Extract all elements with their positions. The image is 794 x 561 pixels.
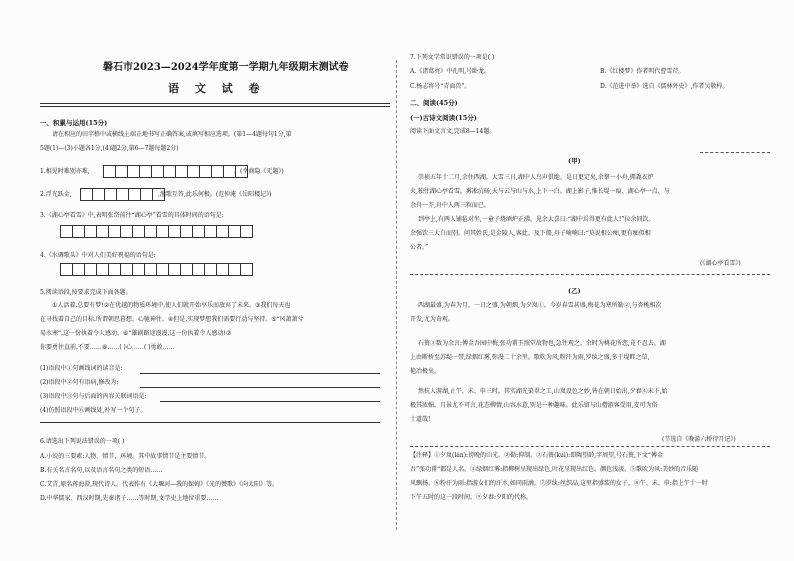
question-1-source: 。(李商隐《无题》) (234, 168, 284, 175)
question-4-label: 4.《水调歌头》中对人们美好祝福的语句是: (40, 252, 156, 259)
option: A.《诸葛亮》中孔明,号卧龙。 (410, 68, 491, 75)
passage-a-line: 崇祯五年十二月,余住西湖。大雪三日,湖中人鸟声俱绝。是日更定矣,余拏一小舟,拥毳衣炉 (418, 174, 654, 181)
notes-line: 下午五时的这一段时间。⑨夕舂:夕阳的代称。 (410, 494, 533, 501)
instructions-line: 5题(1)—(3)小题各1分,(4)题2分,第6—7题每题2分) (40, 145, 179, 152)
exam-title: 磐石市2023—2024学年度第一学期九年级期末测试卷 (103, 62, 349, 73)
passage-a-line: 余舟一芥,舟中人两三粒而已。 (410, 202, 490, 209)
subsection-heading: (一)古诗文阅读(15分) (410, 114, 477, 122)
notes-line: 吾”张功甫“都是人名。④绿烟红雾:指柳树呈现出绿色,叶花呈现出红色。颜色浅淡。⑤歌吹为风:美妙的音乐随 (410, 466, 699, 473)
passage-a-line: 公者。” (410, 244, 429, 251)
question-5-label: 5.阅读语段,按要求完成下面各题。 (40, 289, 132, 296)
passage-line: 在寻找着自己的目标,所谓朝思暮想、心驰神往。④但是,实现梦想我们需要行动与坚持。⑤“风萧萧兮 (40, 316, 304, 323)
question-3-label: 3.《湖心亭看雪》中,表明张岱前往“湖心亭”看雪的具体时间的语句是: (40, 212, 224, 219)
answer-grid[interactable] (60, 263, 252, 276)
notes-line: 【注释】①夕岚(lán):傍晚的山光。②勒:抑制。③石篑(kuì):即陶望龄,字周望,号石篑,下文“傅金 (410, 452, 663, 459)
answer-line (700, 152, 770, 153)
passage-a-line: 余强饮三大白而别。问其姓氏,是金陵人,客此。及下船,舟子喃喃曰:“莫说相公痴,更有痴似相 (410, 230, 651, 237)
passage-line: 易水寒”,这一份执着令人感动。⑥“雄剧路途漫漫,这一份执着令人感动!⑦ (40, 330, 232, 337)
answer-line[interactable] (140, 373, 380, 374)
notes-line: 风飘扬。⑥粉汗为雨:指游女们的汗水,如同雨滴。⑦罗纨:丝织品,这里指盛装的女子。⑧午、未、申:指上午十一时 (410, 480, 708, 487)
option: B.《红楼梦》作者明代曹雪芹。 (600, 68, 685, 75)
right-column (400, 0, 794, 561)
option: D.《范进中举》选自《儒林外史》,作者吴敬梓。 (600, 83, 729, 90)
answer-grid[interactable] (103, 165, 247, 178)
passage-b-line: 上由断桥至苏堤一带,绿烟红雾,弥漫二十余里。歌吹为风,粉汗为雨,罗纨之盛,多于堤畔之草, (410, 354, 650, 361)
question-6-label: 6.请选出下列说法错误的一项( ) (40, 438, 125, 445)
passage-b-line: 极其浓媚。月景尤不可言,花态柳情,山容水意,别是一种趣味。此乐留与山僧游客受用,安可为俗 (410, 402, 658, 409)
passage-b-source: (节选自《晚游六桥待月记》) (662, 436, 736, 443)
passage-b-line: 开发,尤为奇观。 (410, 316, 454, 323)
answer-line[interactable] (160, 401, 380, 402)
divider (40, 106, 390, 107)
subquestion: (4)仿照语段中⑥画线处,补写一个句子。 (40, 407, 147, 414)
fold-line (396, 60, 397, 530)
passage-b-heading: (乙) (568, 287, 581, 295)
question-2-source: ,渔歌互答,此乐何极。(范仲淹《岳阳楼记》) (158, 191, 272, 198)
question-7-label: 7.下列文学常识错误的一项是( ) (410, 54, 495, 61)
subquestion: (3)语段中③句与后面的内容关联词语是: (40, 393, 147, 400)
passage-a-source: (《湖心亭看雪》) (700, 260, 741, 267)
option: B.有关名言名句,以及语言名句之类的短语…… (40, 467, 163, 474)
answer-grid[interactable] (80, 188, 164, 201)
left-column (0, 0, 392, 561)
exam-subtitle: 语 文 试 卷 (168, 82, 266, 95)
subquestion: (1)语段中①句画线词的读音是: (40, 365, 123, 372)
question-2-label: 2.浮光跃金, (40, 191, 72, 198)
passage-b-line: 西湖最盛,为春为月。一日之盛,为朝烟,为夕岚①。今岁春雪甚盛,梅花为寒所勒②,与杏桃相次 (418, 302, 662, 309)
passage-b-line: 艳冶极矣。 (410, 368, 441, 375)
option: A.小说的三要素:人物、情节、环境。其中故事情节是主要情节。 (40, 453, 211, 460)
section-heading: 一、积累与运用(15分) (40, 119, 108, 127)
answer-line[interactable] (40, 422, 380, 423)
instructions-line: 请在相应的田字格中或横线上端正地书写正确答案,或填写相应选项。(第1—4题每句1分,第 (52, 131, 292, 138)
option: D.中华儒家、西汉时期,先秦诸子……等时期,文学史上地位重要…… (40, 495, 219, 502)
passage-a-heading: (甲) (568, 157, 581, 165)
section-heading: 二、阅读(45分) (410, 99, 458, 107)
passage-b-line: 士道哉! (410, 416, 431, 423)
divider (40, 103, 390, 104)
spacer (400, 137, 770, 153)
passage-line: 你要勇往直前,不要……⑧……( )心……( )勇敢…… (40, 344, 175, 351)
passage-b-line: 然杭人游湖,止午、未、申三时。其实湖光染翠之工,山岚设色之妙,皆在朝日始出,夕舂④未下,始 (418, 388, 668, 395)
passage-a-line: 火,独往湖心亭看雪。雾凇沆砀,天与云与山与水,上下一白。湖上影子,惟长堤一痕、湖心亭一点、与 (410, 188, 670, 195)
divider (410, 274, 770, 275)
question-1-label: 1.相见时难别亦难, (40, 168, 90, 175)
answer-line[interactable] (140, 387, 380, 388)
passage-b-line: 石篑③数为余言:傅金吾园中梅,张功甫玉照堂故物也,急往观之。余时为桃花所恋,竟不忍去。湖 (418, 340, 666, 347)
passage-a-line: 到亭上,有两人铺毡对坐,一童子烧酒炉正沸。见余大喜曰:“湖中焉得更有此人!”拉余同饮。 (418, 216, 655, 223)
answer-grid[interactable] (60, 225, 252, 238)
option: C.艾青,原名蒋海澄,现代诗人。代表作有《大堰河—我的保姆》《光的赞歌》《向太阳》等。 (40, 481, 279, 488)
option: C.杨志将号“青面兽”。 (410, 83, 471, 90)
reading-intro: 阅读下面文言文,完成8—14题。 (410, 128, 496, 135)
passage-line: ①人活着,总要有梦!②在优越的物质环境中,使人们就开始享乐而放弃了未来。③我们每天也 (52, 302, 291, 309)
divider (410, 446, 770, 447)
subquestion: (2)语段中②句有语病,修改为: (40, 379, 119, 386)
